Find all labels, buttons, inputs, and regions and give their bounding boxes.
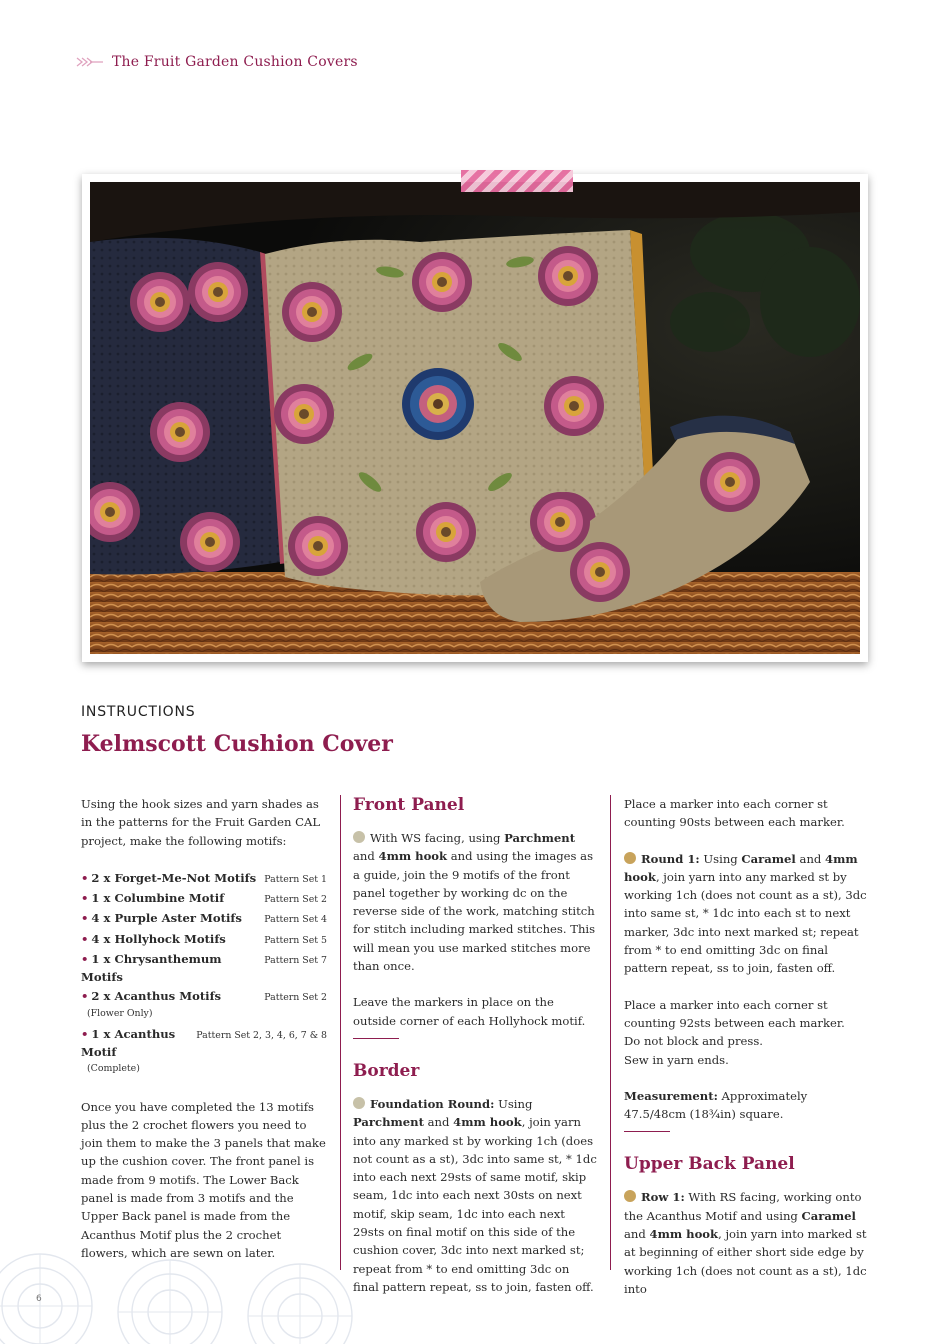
section-rule — [353, 1038, 399, 1039]
list-item-note: (Flower Only) — [87, 1007, 153, 1019]
lace-doily-decoration — [0, 1236, 400, 1344]
closing-paragraph: Once you have completed the 13 motifs plus the 2 crochet flowers you need to join them to make the 3 panels that make up the cushion cover. The front panel is made from 9 motifs. The Lower Back panel is made from 3 motifs and the Upper Back panel is made from the Acanthus Motif plus the 2 crochet flowers, which are sewn on later. — [81, 1099, 326, 1260]
column-border-continued — [624, 795, 870, 1298]
list-item: • 4 x Purple Aster Motifs Pattern Set 4 — [81, 911, 327, 926]
list-item: • 1 x Chrysanthemum Motifs Pattern Set 7 — [81, 952, 327, 985]
caramel-dot-icon — [624, 852, 636, 864]
list-item: • 4 x Hollyhock Motifs Pattern Set 5 — [81, 931, 327, 946]
parchment-dot-icon — [353, 1097, 365, 1109]
intro-paragraph: Using the hook sizes and yarn shades as in the patterns for the Fruit Garden CAL project, make the following motifs: — [81, 797, 321, 848]
column-intro — [81, 795, 327, 1262]
marker-paragraph: Place a marker into each corner st counting 90sts between each marker. — [624, 797, 845, 830]
list-item: • 1 x Acanthus Motif Pattern Set 2, 3, 4, 6, 7 & 8 — [81, 1026, 327, 1060]
upper-back-paragraph: Row 1: With RS facing, working onto the Acanthus Motif and using Caramel and 4mm hook, join yarn into marked st at beginning of either short side edge by working 1ch (does not count as a st), 1dc into — [624, 1190, 867, 1296]
parchment-dot-icon — [353, 831, 365, 843]
header-title: The Fruit Garden Cushion Covers — [112, 54, 358, 70]
front-panel-note: Leave the markers in place on the outside corner of each Hollyhock motif. — [353, 995, 586, 1028]
caramel-dot-icon — [624, 1190, 636, 1202]
column-divider — [340, 795, 341, 1270]
upper-back-heading: Upper Back Panel — [624, 1154, 795, 1175]
round-1-paragraph: Round 1: Using Caramel and 4mm hook, join yarn into any marked st by working 1ch (does not count as a st), 3dc into same st, * 1dc into each st to next marker, 3dc into next marked st; repeat from * to end omitting 3dc on final pattern repeat, ss to join, fasten off. — [624, 851, 867, 976]
border-paragraph: Foundation Round: Using Parchment and 4mm hook, join yarn into any marked st by working 1ch (does not count as a st), 3dc into same st, * 1dc into each next 29sts of same motif, skip seam, 1dc into each next 30sts on next motif, skip seam, 1dc into each next 29sts on final motif on this side of the cushion cover, 3dc into next marked st; repeat from * to end omitting 3dc on final pattern repeat, ss to join, fasten off. — [353, 1096, 597, 1294]
photo-frame — [82, 174, 868, 662]
marker-paragraph-2: Place a marker into each corner st counting 92sts between each marker. — [624, 997, 845, 1030]
front-panel-heading: Front Panel — [353, 795, 465, 815]
motif-list — [81, 869, 327, 1076]
measurement-paragraph: Measurement: Approximately 47.5/48cm (18¾in) square. — [624, 1088, 808, 1122]
running-header — [76, 54, 358, 70]
section-rule — [624, 1131, 670, 1132]
column-divider — [610, 795, 611, 1270]
column-front-panel — [353, 795, 597, 1296]
list-item: • 2 x Acanthus Motifs Pattern Set 2 — [81, 988, 327, 1003]
page-number: 6 — [36, 1294, 42, 1304]
section-kicker: INSTRUCTIONS — [81, 704, 196, 720]
block-note: Do not block and press. — [624, 1034, 763, 1049]
front-panel-paragraph: With WS facing, using Parchment and 4mm hook and using the images as a guide, join the 9 motifs of the front panel together by working dc on the reverse side of the work, matching stitch for stitch including marked stitches. This will mean you use marked stitches more than once. — [353, 831, 596, 974]
list-item: • 1 x Columbine Motif Pattern Set 2 — [81, 891, 327, 906]
washi-tape — [461, 170, 573, 192]
crochet-cushions-photo — [90, 182, 860, 654]
list-item-note: (Complete) — [87, 1062, 140, 1074]
sew-note: Sew in yarn ends. — [624, 1052, 729, 1067]
list-item: • 2 x Forget-Me-Not Motifs Pattern Set 1 — [81, 870, 327, 885]
border-heading: Border — [353, 1060, 420, 1081]
arrow-chevrons-icon — [76, 56, 104, 68]
page-title: Kelmscott Cushion Cover — [81, 731, 393, 757]
